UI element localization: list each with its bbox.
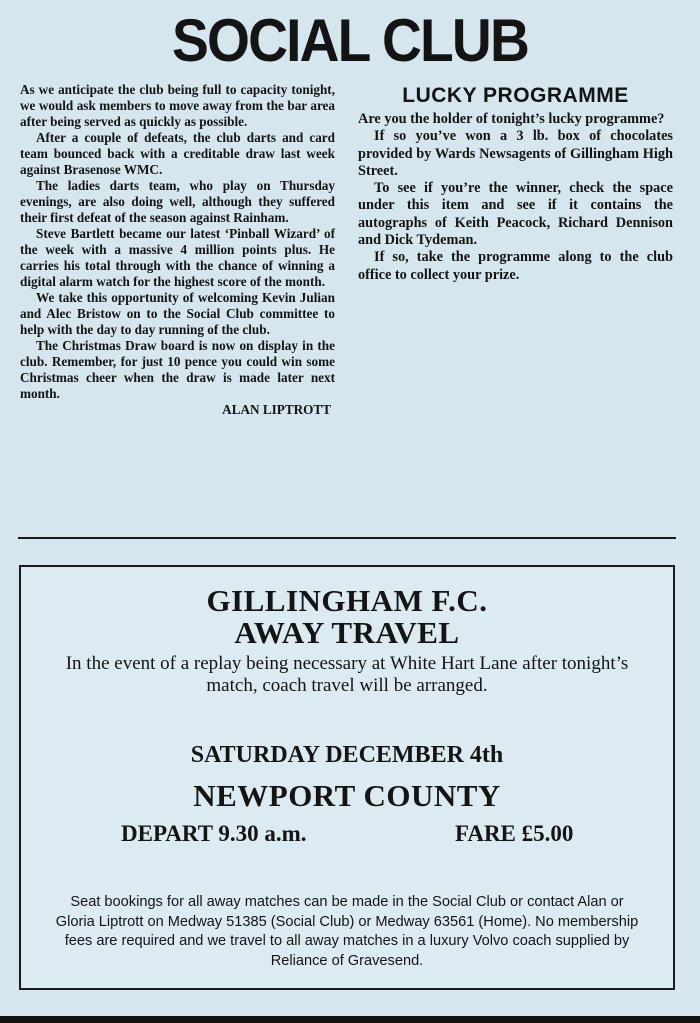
page-edge: [0, 1016, 700, 1023]
lucky-programme-article: [358, 84, 673, 284]
lucky-programme-heading: LUCKY PROGRAMME: [402, 84, 629, 107]
social-club-article: [20, 82, 335, 418]
advert-heading-club: GILLINGHAM F.C.: [206, 583, 488, 618]
article-paragraph: If so, take the programme along to the club office to collect your prize.: [358, 249, 673, 283]
fare-price: FARE £5.00: [455, 821, 574, 846]
article-paragraph: To see if you’re the winner, check the space under this item and see if it contains the autographs of Keith Peacock, Richard Dennison and Dick Tydeman.: [358, 180, 673, 249]
section-divider: [18, 537, 676, 539]
article-paragraph: Are you the holder of tonight’s lucky programme?: [358, 111, 665, 127]
article-paragraph: After a couple of defeats, the club darts and card team bounced back with a creditable draw last week against Brasenose WMC.: [20, 130, 335, 177]
article-signature: ALAN LIPTROTT: [222, 402, 331, 417]
match-date: SATURDAY DECEMBER 4th: [190, 742, 504, 768]
away-travel-advert: [19, 565, 675, 990]
page-title: SOCIAL CLUB: [172, 7, 528, 74]
article-paragraph: The Christmas Draw board is now on display in the club. Remember, for just 10 pence you could win some Christmas cheer when the draw is made later next month.: [20, 338, 335, 401]
replay-notice: In the event of a replay being necessary at White Hart Lane after tonight’s match, coach travel will be arranged.: [65, 653, 629, 696]
article-paragraph: As we anticipate the club being full to capacity tonight, we would ask members to move away from the bar area after being served as quickly as possible.: [20, 82, 335, 129]
article-paragraph: Steve Bartlett became our latest ‘Pinball Wizard’ of the week with a massive 4 million points plus. He carries his total through with the chance of winning a digital alarm watch for the highest score of the month.: [20, 226, 335, 289]
departure-time: DEPART 9.30 a.m.: [121, 821, 307, 846]
article-paragraph: If so you’ve won a 3 lb. box of chocolates provided by Wards Newsagents of Gillingham High Street.: [358, 128, 673, 179]
article-paragraph: We take this opportunity of welcoming Kevin Julian and Alec Bristow on to the Social Club committee to help with the day to day running of the club.: [20, 290, 335, 337]
match-opponent: NEWPORT COUNTY: [193, 778, 501, 813]
article-paragraph: The ladies darts team, who play on Thursday evenings, are also doing well, although they suffered their first defeat of the season against Rainham.: [20, 178, 335, 225]
booking-info: Seat bookings for all away matches can be made in the Social Club or contact Alan or Gloria Liptrott on Medway 51385 (Social Club) or Medway 63561 (Home). No membership fees are required and we travel to all away matches in a luxury Volvo coach supplied by Reliance of Gravesend.: [55, 894, 639, 969]
advert-heading-travel: AWAY TRAVEL: [234, 615, 460, 650]
